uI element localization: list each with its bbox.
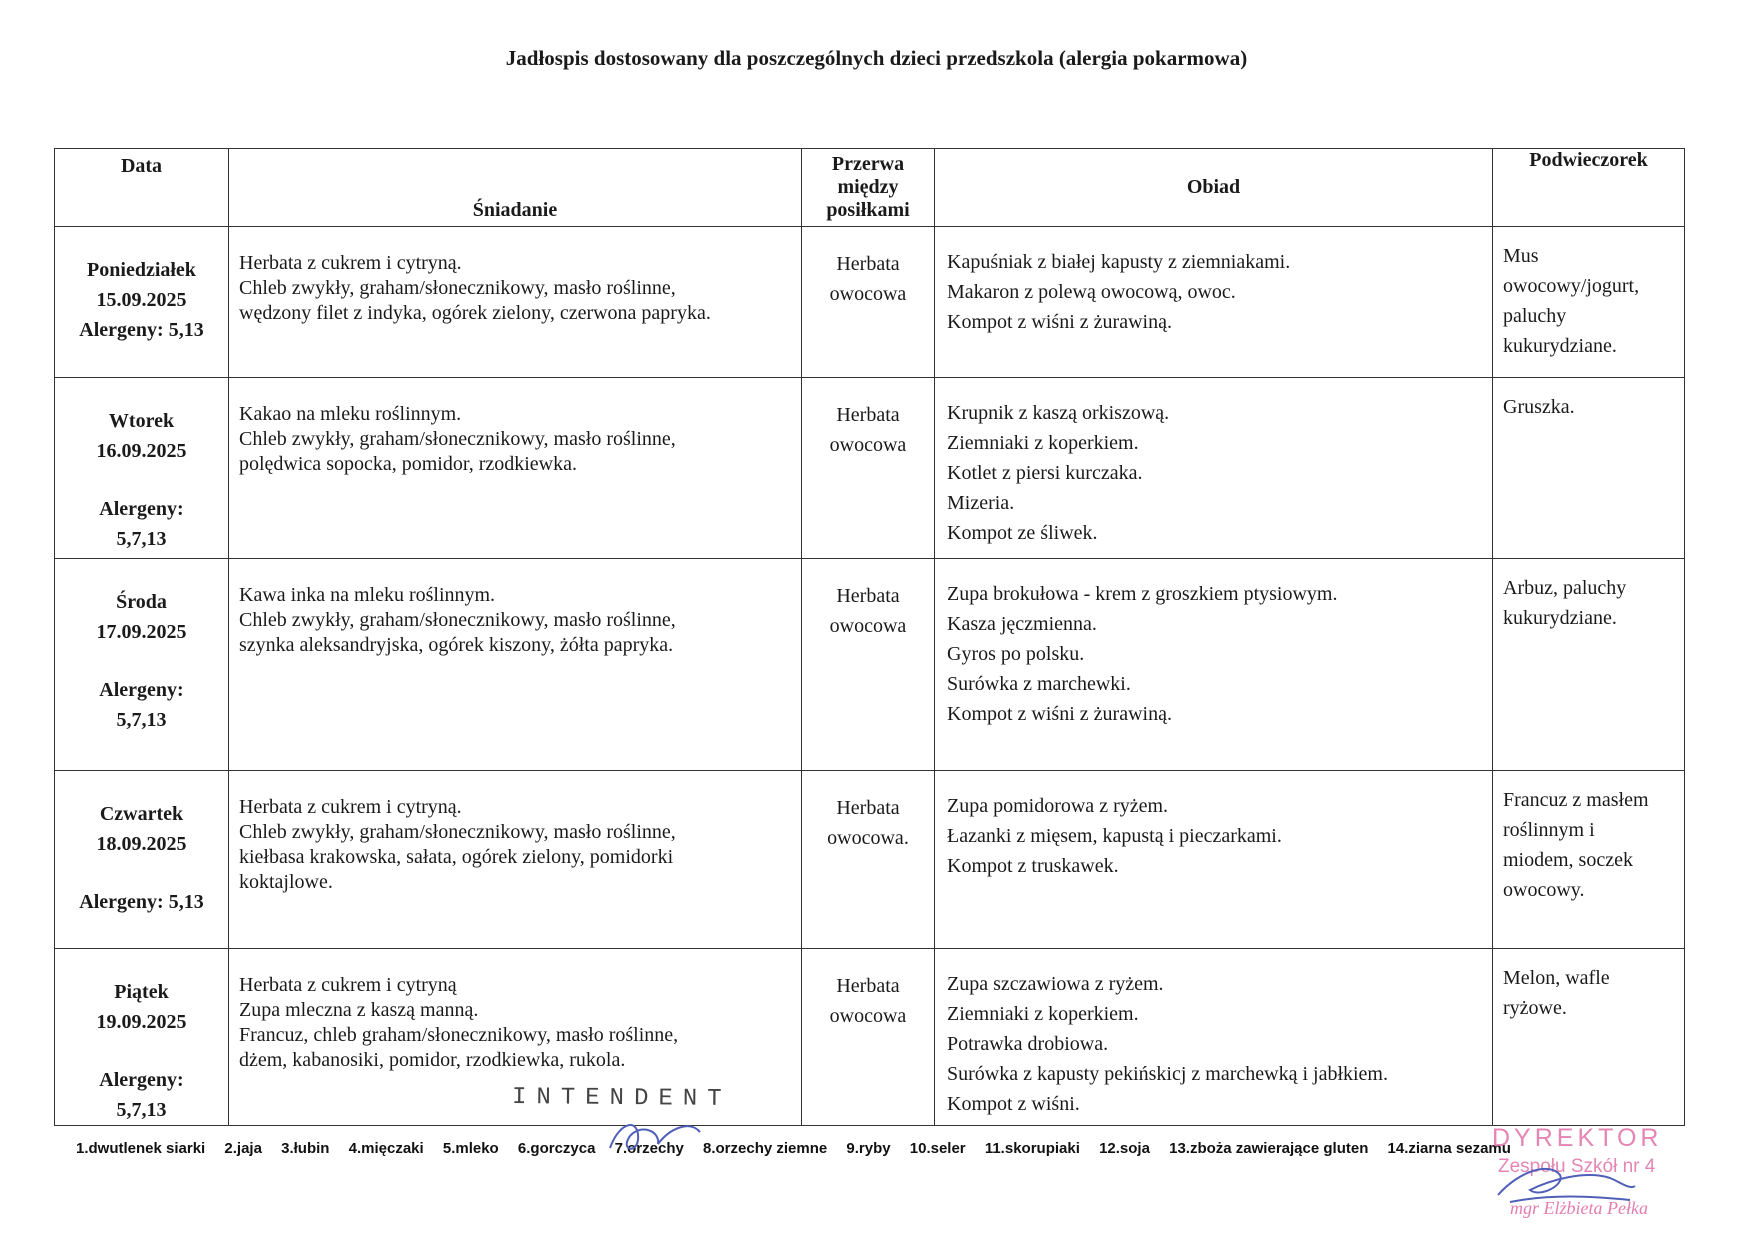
menu-line: Zupa mleczna z kaszą manną. [239,999,479,1021]
menu-line: Francuz z masłem [1503,789,1649,811]
menu-line: wędzony filet z indyka, ogórek zielony, czerwona papryka. [239,302,711,324]
break-cell [802,949,935,1126]
legend-item: 10.seler [909,1140,966,1157]
table-row [55,227,1685,378]
date-cell [55,227,229,378]
menu-line: ryżowe. [1503,997,1567,1019]
menu-line: Chleb zwykły, graham/słonecznikowy, masło roślinne, [239,609,676,631]
day-date: 16.09.2025 [96,440,187,462]
menu-line: Kompot z wiśni z żurawiną. [947,311,1172,333]
table-row [55,378,1685,559]
allergens-label: Alergeny: [99,498,184,520]
menu-line: Melon, wafle [1503,967,1610,989]
menu-line: Kompot z wiśni. [947,1093,1080,1115]
lunch-cell [935,378,1493,559]
menu-line: owocowa [829,615,907,637]
menu-line: owocowy. [1503,879,1585,901]
day-date: 17.09.2025 [96,621,187,643]
day-name: Piątek [114,981,169,1003]
menu-line: Chleb zwykły, graham/słonecznikowy, masło roślinne, [239,277,676,299]
menu-line: Surówka z marchewki. [947,673,1131,695]
legend-item: 1.dwutlenek siarki [76,1140,206,1157]
header-break [802,149,935,227]
break-cell [802,559,935,771]
intendent-signature-icon [600,1110,710,1160]
menu-line: Herbata [836,585,900,607]
menu-line: szynka aleksandryjska, ogórek kiszony, żółta papryka. [239,634,674,656]
allergens-values: 5,7,13 [116,528,167,550]
allergens: Alergeny: 5,13 [79,319,204,341]
breakfast-cell [229,227,802,378]
menu-line: Herbata [836,404,900,426]
allergens-label: Alergeny: [99,1069,184,1091]
breakfast-cell [229,378,802,559]
menu-line: miodem, soczek [1503,849,1633,871]
break-cell [802,227,935,378]
table-row [55,949,1685,1126]
page-title: Jadłospis dostosowany dla poszczególnych dzieci przedszkola (alergia pokarmowa) [505,46,1248,70]
snack-cell [1493,559,1685,771]
menu-line: Potrawka drobiowa. [947,1033,1109,1055]
menu-line: Zupa brokułowa - krem z groszkiem ptysiowym. [947,583,1338,605]
legend-item: 9.ryby [846,1140,891,1157]
menu-line: Herbata [836,797,900,819]
menu-line: paluchy [1503,305,1567,327]
menu-table [54,148,1685,1126]
lunch-cell [935,949,1493,1126]
legend-item: 5.mleko [442,1140,499,1157]
allergens: Alergeny: 5,13 [79,891,204,913]
header-break-line: posiłkami [826,199,910,221]
menu-line: Mus [1503,245,1539,267]
legend-item: 11.skorupiaki [984,1140,1080,1157]
snack-cell [1493,771,1685,949]
legend-item: 12.soja [1099,1140,1150,1157]
legend-item: 6.gorczyca [517,1140,596,1157]
menu-line: roślinnym i [1503,819,1595,841]
breakfast-cell [229,559,802,771]
menu-line: Herbata z cukrem i cytryną [239,974,457,996]
header-break-line: Przerwa [831,153,905,175]
menu-line: Surówka z kapusty pekińskicj z marchewką i jabłkiem. [947,1063,1388,1085]
allergens-values: 5,7,13 [116,709,167,731]
day-date: 18.09.2025 [96,833,187,855]
header-snack: Podwieczorek [1493,149,1685,227]
allergens-label: Alergeny: [99,679,184,701]
menu-line: Kapuśniak z białej kapusty z ziemniakami. [947,251,1291,273]
table-row [55,771,1685,949]
menu-line: Kawa inka na mleku roślinnym. [239,584,496,606]
intendent-stamp: INTENDENT [511,1084,732,1113]
director-signature-icon [1490,1150,1640,1210]
director-stamp: DYREKTOR [1492,1124,1663,1152]
menu-line: koktajlowe. [239,871,333,893]
snack-cell [1493,378,1685,559]
legend-item: 2.jaja [224,1140,262,1157]
menu-line: owocowy/jogurt, [1503,275,1640,297]
day-name: Poniedziałek [87,259,196,281]
lunch-cell [935,227,1493,378]
school-stamp: Zespołu Szkół nr 4 [1498,1156,1656,1177]
legend-item: 7.orzechy [614,1140,684,1157]
break-cell [802,771,935,949]
lunch-cell [935,559,1493,771]
header-row [55,149,1685,227]
menu-line: Kompot ze śliwek. [947,522,1098,544]
menu-line: Herbata [836,975,900,997]
menu-line: Francuz, chleb graham/słonecznikowy, masło roślinne, [239,1024,679,1046]
menu-line: Kakao na mleku roślinnym. [239,403,462,425]
menu-line: kiełbasa krakowska, sałata, ogórek zielony, pomidorki [239,846,674,868]
menu-line: Herbata z cukrem i cytryną. [239,796,462,818]
header-lunch: Obiad [935,149,1493,227]
menu-line: Herbata [836,253,900,275]
menu-line: Łazanki z mięsem, kapustą i pieczarkami. [947,825,1282,847]
header-break-line: między [837,176,899,198]
menu-line: Chleb zwykły, graham/słonecznikowy, masło roślinne, [239,821,676,843]
date-cell [55,771,229,949]
break-cell [802,378,935,559]
day-date: 15.09.2025 [96,289,187,311]
menu-line: kukurydziane. [1503,607,1617,629]
legend-item: 4.mięczaki [348,1140,424,1157]
menu-line: polędwica sopocka, pomidor, rzodkiewka. [239,453,577,475]
menu-line: Gyros po polsku. [947,643,1085,665]
menu-line: Zupa pomidorowa z ryżem. [947,795,1169,817]
breakfast-cell [229,771,802,949]
date-cell [55,559,229,771]
legend-item: 13.zboża zawierające gluten [1169,1140,1369,1157]
menu-line: Gruszka. [1503,396,1575,418]
menu-line: Herbata z cukrem i cytryną. [239,252,462,274]
menu-line: Arbuz, paluchy [1503,577,1627,599]
day-name: Wtorek [108,410,175,432]
header-date: Data [55,149,229,227]
header-breakfast: Śniadanie [229,149,802,227]
menu-line: Krupnik z kaszą orkiszową. [947,402,1170,424]
menu-line: Kasza jęczmienna. [947,613,1097,635]
allergens-values: 5,7,13 [116,1099,167,1121]
menu-line: kukurydziane. [1503,335,1617,357]
menu-line: owocowa. [827,827,909,849]
menu-line: owocowa [829,283,907,305]
menu-line: Kompot z truskawek. [947,855,1119,877]
snack-cell [1493,949,1685,1126]
menu-line: owocowa [829,1005,907,1027]
menu-line: Makaron z polewą owocową, owoc. [947,281,1236,303]
menu-line: Kotlet z piersi kurczaka. [947,462,1143,484]
table-row [55,559,1685,771]
menu-line: Ziemniaki z koperkiem. [947,1003,1139,1025]
menu-line: Mizeria. [947,492,1015,514]
signer-name: mgr Elżbieta Pełka [1510,1198,1648,1218]
menu-line: Kompot z wiśni z żurawiną. [947,703,1172,725]
lunch-cell [935,771,1493,949]
day-date: 19.09.2025 [96,1011,187,1033]
menu-line: Chleb zwykły, graham/słonecznikowy, masło roślinne, [239,428,676,450]
menu-line: dżem, kabanosiki, pomidor, rzodkiewka, rukola. [239,1049,626,1071]
legend-item: 8.orzechy ziemne [703,1140,828,1157]
day-name: Środa [116,591,167,613]
allergen-legend [76,1140,1636,1157]
legend-item: 14.ziarna sezamu [1387,1140,1511,1157]
menu-line: owocowa [829,434,907,456]
date-cell [55,949,229,1126]
legend-item: 3.łubin [281,1140,330,1157]
snack-cell [1493,227,1685,378]
menu-line: Zupa szczawiowa z ryżem. [947,973,1164,995]
menu-line: Ziemniaki z koperkiem. [947,432,1139,454]
date-cell [55,378,229,559]
day-name: Czwartek [99,803,184,825]
